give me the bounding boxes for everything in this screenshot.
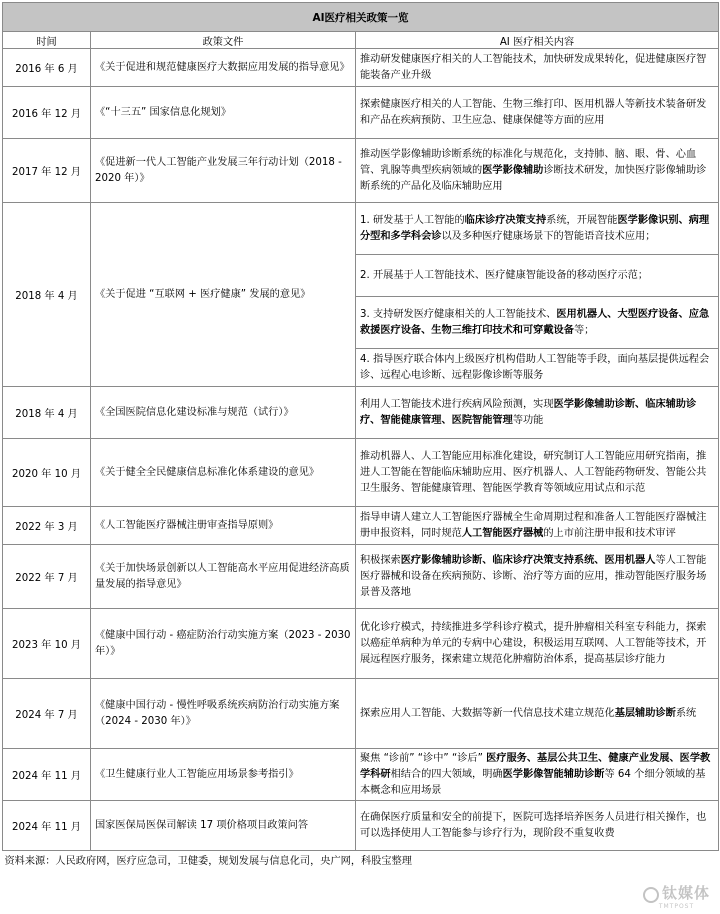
content-cell xyxy=(356,749,719,801)
content-cell xyxy=(356,139,719,203)
watermark-logo xyxy=(643,882,710,910)
content-text: 3. 支持研发医疗健康相关的人工智能技术、 xyxy=(360,308,557,320)
content-text: 利用人工智能技术进行疾病风险预测，实现 xyxy=(360,398,554,410)
content-highlight: 医学影像智能辅助诊断 xyxy=(502,768,605,780)
table-title: AI医疗相关政策一览 xyxy=(3,3,719,32)
policy-cell: 《卫生健康行业人工智能应用场景参考指引》 xyxy=(91,749,356,801)
content-highlight: 临床诊疗决策支持 xyxy=(464,214,547,226)
content-cell xyxy=(356,255,719,297)
policy-cell: 《关于加快场景创新以人工智能高水平应用促进经济高质量发展的指导意见》 xyxy=(91,545,356,609)
policy-cell: 《人工智能医疗器械注册审查指导原则》 xyxy=(91,507,356,545)
content-text: 1. 研发基于人工智能的 xyxy=(360,214,465,226)
content-text: 以及多种医疗健康场景下的智能语音技术应用； xyxy=(441,230,656,242)
content-highlight: 医学影像辅助诊断、临床辅助诊疗、智能健康管理、医院智能管理 xyxy=(360,398,697,426)
content-text: 探索健康医疗相关的人工智能、生物三维打印、医用机器人等新技术装备研发和产品在疾病预防、卫生应急、健康保健等方面的应用 xyxy=(360,98,707,126)
policy-cell: 《健康中国行动 - 癌症防治行动实施方案（2023 - 2030 年）》 xyxy=(91,609,356,679)
content-highlight: 基层辅助诊断 xyxy=(614,707,676,719)
content-highlight: 医疗影像辅助诊断、临床诊疗决策支持系统、医用机器人 xyxy=(400,554,656,566)
content-text: 相结合的四大领域，明确 xyxy=(390,768,503,780)
content-text: 推动机器人、人工智能应用标准化建设，研究制订人工智能应用研究指南，推进人工智能在智能临床辅助应用、医疗机器人、人工智能药物研发、智能公共卫生服务、智能健康管理、智能医学教育等领域应用试点和示范 xyxy=(360,450,707,494)
table-row xyxy=(3,545,719,609)
content-text: 优化诊疗模式，持续推进多学科诊疗模式，提升肿瘤相关科室专科能力，探索以癌症单病种为单元的专病中心建设，积极运用互联网、人工智能等技术，开展远程医疗服务，探索建立规范化肿瘤防治体系，提高基层诊疗能力 xyxy=(360,621,707,665)
source-row xyxy=(3,851,719,868)
content-cell xyxy=(356,507,719,545)
content-text: 等 64 个细分领域的基本概念和应用场景 xyxy=(360,768,706,796)
table-row xyxy=(3,439,719,507)
content-cell xyxy=(356,387,719,439)
content-highlight: 人工智能医疗器械 xyxy=(461,527,544,539)
date-cell: 2020 年 10 月 xyxy=(3,439,91,507)
date-cell: 2016 年 12 月 xyxy=(3,87,91,139)
content-text: 推动研发健康医疗相关的人工智能技术，加快研发成果转化，促进健康医疗智能装备产业升级 xyxy=(360,53,707,81)
header-content: AI 医疗相关内容 xyxy=(356,32,719,49)
date-cell: 2023 年 10 月 xyxy=(3,609,91,679)
content-text: 指导申请人建立人工智能医疗器械全生命周期过程和准备人工智能医疗器械注册申报资料，同时规范 xyxy=(360,511,707,539)
table-row xyxy=(3,203,719,255)
table-row xyxy=(3,87,719,139)
content-text: 系统 xyxy=(675,707,697,719)
policy-cell: 《促进新一代人工智能产业发展三年行动计划（2018 - 2020 年）》 xyxy=(91,139,356,203)
content-text: 聚焦 “诊前” “诊中” “诊后” xyxy=(360,752,487,764)
content-cell xyxy=(356,297,719,349)
content-highlight: 医用机器人、大型医疗设备、应急救援医疗设备、生物三维打印技术和可穿戴设备 xyxy=(360,308,710,336)
policy-table xyxy=(2,2,719,867)
policy-cell: 《关于促进 “互联网 + 医疗健康” 发展的意见》 xyxy=(91,203,356,387)
content-text: 探索应用人工智能、大数据等新一代信息技术建立规范化 xyxy=(360,707,615,719)
header-row xyxy=(3,32,719,49)
table-row xyxy=(3,749,719,801)
content-text: 系统，开展智能 xyxy=(546,214,618,226)
content-cell xyxy=(356,87,719,139)
logo-icon xyxy=(643,887,659,903)
content-highlight: 医学影像辅助 xyxy=(482,164,544,176)
policy-cell: 《健康中国行动 - 慢性呼吸系统疾病防治行动实施方案（2024 - 2030 年）》 xyxy=(91,679,356,749)
content-cell xyxy=(356,545,719,609)
content-cell xyxy=(356,609,719,679)
source-note: 资料来源：人民政府网，医疗应急司，卫健委，规划发展与信息化司，央广网，科股宝整理 xyxy=(3,851,719,868)
table-row xyxy=(3,609,719,679)
content-cell xyxy=(356,679,719,749)
table-row xyxy=(3,679,719,749)
policy-cell: 国家医保局医保司解读 17 项价格项目政策问答 xyxy=(91,801,356,851)
header-date: 时间 xyxy=(3,32,91,49)
content-text: 等； xyxy=(573,324,595,336)
table-row xyxy=(3,507,719,545)
watermark-main: 钛媒体 xyxy=(661,884,710,902)
content-text: 在确保医疗质量和安全的前提下，医院可选择培养医务人员进行相关操作，也可以选择使用人工智能参与诊疗行为，现阶段不重复收费 xyxy=(360,811,707,839)
header-policy: 政策文件 xyxy=(91,32,356,49)
date-cell: 2017 年 12 月 xyxy=(3,139,91,203)
policy-cell: 《全国医院信息化建设标准与规范（试行）》 xyxy=(91,387,356,439)
date-cell: 2024 年 11 月 xyxy=(3,801,91,851)
watermark-sub: TMTPOST xyxy=(658,903,695,910)
content-cell xyxy=(356,203,719,255)
content-highlight: 医疗服务、基层公共卫生、健康产业发展、医学教学科研 xyxy=(360,752,711,780)
content-text: 等功能 xyxy=(512,414,544,426)
policy-cell: 《关于健全全民健康信息标准化体系建设的意见》 xyxy=(91,439,356,507)
content-cell xyxy=(356,439,719,507)
date-cell: 2016 年 6 月 xyxy=(3,49,91,87)
table-row xyxy=(3,49,719,87)
date-cell: 2018 年 4 月 xyxy=(3,203,91,387)
content-cell xyxy=(356,49,719,87)
date-cell: 2022 年 7 月 xyxy=(3,545,91,609)
content-text: 2. 开展基于人工智能技术、医疗健康智能设备的移动医疗示范； xyxy=(360,269,649,281)
content-text: 的上市前注册申报和技术审评 xyxy=(543,527,676,539)
policy-cell: 《“十三五” 国家信息化规划》 xyxy=(91,87,356,139)
policy-cell: 《关于促进和规范健康医疗大数据应用发展的指导意见》 xyxy=(91,49,356,87)
content-text: 推动医学影像辅助诊断系统的标准化与规范化，支持肺、脑、眼、骨、心血管、乳腺等典型疾病领域的 xyxy=(360,148,697,176)
date-cell: 2024 年 7 月 xyxy=(3,679,91,749)
date-cell: 2022 年 3 月 xyxy=(3,507,91,545)
date-cell: 2024 年 11 月 xyxy=(3,749,91,801)
table-row xyxy=(3,387,719,439)
content-text: 积极探索 xyxy=(360,554,401,566)
table-row xyxy=(3,139,719,203)
content-text: 4. 指导医疗联合体内上级医疗机构借助人工智能等手段，面向基层提供远程会诊、远程心电诊断、远程影像诊断等服务 xyxy=(360,353,710,381)
table-row xyxy=(3,801,719,851)
content-cell xyxy=(356,801,719,851)
content-text: 等人工智能医疗器械和设备在疾病预防、诊断、治疗等方面的应用，推动智能医疗服务场景普及落地 xyxy=(360,554,707,598)
content-text: 诊断技术研发，加快医疗影像辅助诊断系统的产品化及临床辅助应用 xyxy=(360,164,707,192)
content-cell xyxy=(356,349,719,387)
date-cell: 2018 年 4 月 xyxy=(3,387,91,439)
content-highlight: 医学影像识别、病理分型和多学科会诊 xyxy=(360,214,710,242)
